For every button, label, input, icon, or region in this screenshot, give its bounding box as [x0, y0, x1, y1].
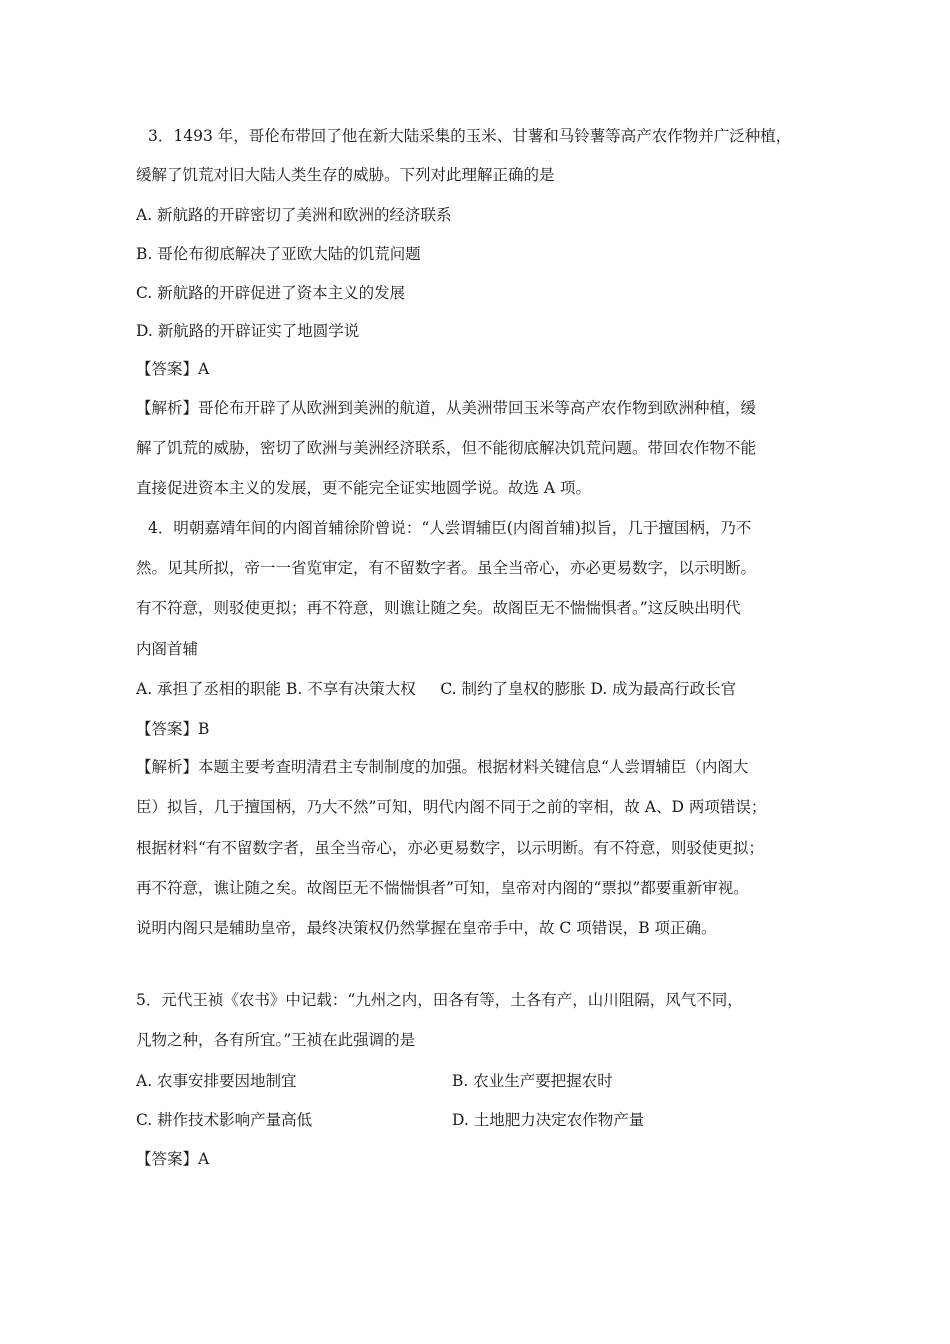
q3-option-b: B. 哥伦布彻底解决了亚欧大陆的饥荒问题 — [136, 245, 421, 263]
q4-analysis-line-5: 说明内阁只是辅助皇帝，最终决策权仍然掌握在皇帝手中，故 C 项错误，B 项正确。 — [136, 919, 717, 937]
q4-analysis-line-1: 【解析】本题主要考查明清君主专制制度的加强。根据材料关键信息“人尝谓辅臣（内阁大 — [136, 758, 749, 776]
q5-option-c: C. 耕作技术影响产量高低 — [136, 1111, 313, 1129]
q4-stem-line-2: 然。见其所拟，帝一一省览审定，有不留数字者。虽全当帝心，亦必更易数字，以示明断。 — [136, 559, 757, 577]
q4-analysis-line-2: 臣）拟旨，几于擅国柄，乃大不然”可知，明代内阁不同于之前的宰相，故 A、D 两项错误； — [136, 798, 767, 816]
q3-option-c: C. 新航路的开辟促进了资本主义的发展 — [136, 284, 406, 302]
q5-option-a: A. 农事安排要因地制宜 — [136, 1072, 297, 1090]
q4-stem-line-1: 4．明朝嘉靖年间的内阁首辅徐阶曾说：“人尝谓辅臣(内阁首辅)拟旨，几于擅国柄，乃不 — [148, 519, 752, 537]
q4-stem-line-3: 有不符意，则驳使更拟；再不符意，则谯让随之矣。故阁臣无不惴惴惧者。”这反映出明代 — [136, 599, 741, 617]
q5-stem-line-2: 凡物之种，各有所宜。”王祯在此强调的是 — [136, 1031, 416, 1049]
q5-option-d: D. 土地肥力决定农作物产量 — [452, 1111, 645, 1129]
q3-stem-line-1: 3．1493 年，哥伦布带回了他在新大陆采集的玉米、甘薯和马铃薯等高产农作物并广泛种植， — [148, 127, 792, 145]
q3-analysis-line-2: 解了饥荒的威胁，密切了欧洲与美洲经济联系，但不能彻底解决饥荒问题。带回农作物不能 — [136, 439, 757, 457]
q4-answer: 【答案】B — [136, 720, 210, 738]
q4-stem-line-4: 内阁首辅 — [136, 640, 199, 658]
q4-analysis-line-4: 再不符意，谯让随之矣。故阁臣无不惴惴惧者”可知，皇帝对内阁的“票拟”都要重新审视。 — [136, 879, 749, 897]
q4-options: A. 承担了丞相的职能 B. 不享有决策大权 C. 制约了皇权的膨胀 D. 成为最高行政长官 — [136, 680, 737, 698]
q4-analysis-line-3: 根据材料“有不留数字者，虽全当帝心，亦必更易数字，以示明断。有不符意，则驳使更拟； — [136, 839, 764, 857]
q3-analysis-line-3: 直接促进资本主义的发展，更不能完全证实地圆学说。故选 A 项。 — [136, 479, 592, 497]
q3-option-d: D. 新航路的开辟证实了地圆学说 — [136, 322, 360, 340]
q3-analysis-line-1: 【解析】哥伦布开辟了从欧洲到美洲的航道，从美洲带回玉米等高产农作物到欧洲种植，缓 — [136, 399, 757, 417]
q5-stem-line-1: 5．元代王祯《农书》中记载：“九州之内，田各有等，土各有产，山川阻隔，风气不同， — [136, 991, 743, 1009]
q5-option-b: B. 农业生产要把握农时 — [452, 1072, 613, 1090]
q3-answer: 【答案】A — [136, 360, 210, 378]
q3-stem-line-2: 缓解了饥荒对旧大陆人类生存的威胁。下列对此理解正确的是 — [136, 166, 555, 184]
q5-answer: 【答案】A — [136, 1150, 210, 1168]
q3-option-a: A. 新航路的开辟密切了美洲和欧洲的经济联系 — [136, 206, 452, 224]
